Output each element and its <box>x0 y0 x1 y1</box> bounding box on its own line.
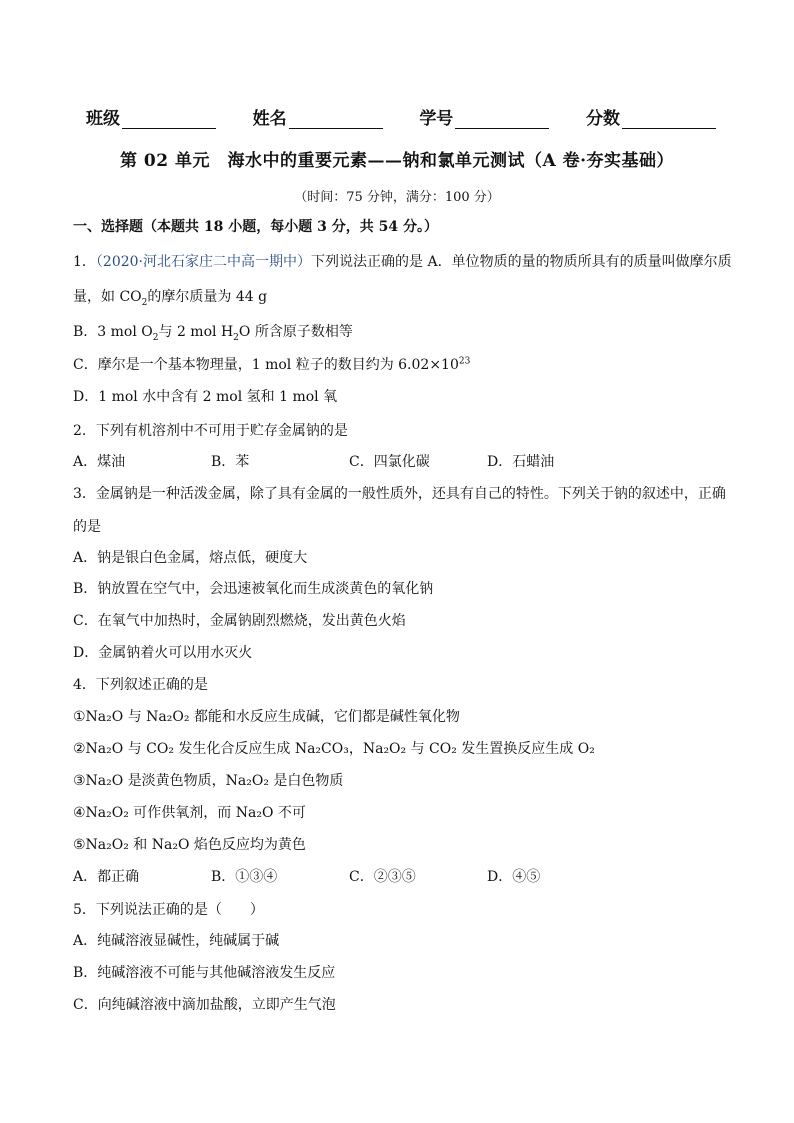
question-3-stem-cont: 的是 <box>73 519 101 535</box>
question-2-stem: 2．下列有机溶剂中不可用于贮存金属钠的是 <box>73 423 348 439</box>
superscript-23: 23 <box>458 356 471 367</box>
student-no-label: 学号 <box>419 109 454 129</box>
question-4-statement-3: ③Na₂O 是淡黄色物质，Na₂O₂ 是白色物质 <box>73 773 344 789</box>
question-4-stem: 4．下列叙述正确的是 <box>73 677 208 693</box>
question-4-option-c[interactable]: C．②③⑤ <box>349 869 416 885</box>
class-blank[interactable] <box>122 110 216 129</box>
question-1-text-2a: 量，如 CO <box>73 289 142 305</box>
question-5-option-c[interactable]: C．向纯碱溶液中滴加盐酸，立即产生气泡 <box>73 997 336 1013</box>
exam-subtitle: （时间：75 分钟，满分：100 分） <box>294 190 500 205</box>
question-4-statement-5: ⑤Na₂O₂ 和 Na₂O 焰色反应均为黄色 <box>73 837 306 853</box>
question-1-source: （2020·河北石家庄二中高一期中） <box>95 254 312 270</box>
subscript-2: 2 <box>233 332 239 343</box>
question-5-option-a[interactable]: A．纯碱溶液显碱性，纯碱属于碱 <box>73 933 280 949</box>
question-3-option-b[interactable]: B．钠放置在空气中，会迅速被氧化而生成淡黄色的氧化钠 <box>73 581 434 597</box>
question-3-stem: 3．金属钠是一种活泼金属，除了具有金属的一般性质外，还具有自己的特性。下列关于钠的叙述中，正确 <box>73 486 726 502</box>
question-4-option-d[interactable]: D．④⑤ <box>487 869 541 885</box>
question-1-option-d[interactable]: D．1 mol 水中含有 2 mol 氢和 1 mol 氧 <box>73 389 338 405</box>
name-blank[interactable] <box>289 110 383 129</box>
question-3-option-c[interactable]: C．在氧气中加热时，金属钠剧烈燃烧，发出黄色火焰 <box>73 613 406 629</box>
question-2-option-d[interactable]: D．石蜡油 <box>487 454 555 470</box>
student-no-field <box>419 104 549 129</box>
option-b-part1: B．3 mol O <box>73 324 153 340</box>
question-1-option-c[interactable] <box>73 354 470 374</box>
student-no-blank[interactable] <box>455 110 549 129</box>
question-2-option-b[interactable]: B．苯 <box>211 454 250 470</box>
score-label: 分数 <box>585 109 620 129</box>
question-1-text: 下列说法正确的是 A．单位物质的量的物质所具有的质量叫做摩尔质 <box>311 254 732 270</box>
question-4-options <box>73 866 633 886</box>
question-3-option-a[interactable]: A．钠是银白色金属，熔点低，硬度大 <box>73 550 308 566</box>
question-1-stem <box>73 251 732 271</box>
name-field <box>253 104 383 129</box>
question-4-statement-1: ①Na₂O 与 Na₂O₂ 都能和水反应生成碱，它们都是碱性氧化物 <box>73 709 460 725</box>
question-4-statement-4: ④Na₂O₂ 可作供氧剂，而 Na₂O 不可 <box>73 805 306 821</box>
question-5-option-b[interactable]: B．纯碱溶液不可能与其他碱溶液发生反应 <box>73 965 336 981</box>
question-2-options <box>73 451 633 471</box>
question-4-statement-2: ②Na₂O 与 CO₂ 发生化合反应生成 Na₂CO₃，Na₂O₂ 与 CO₂ 发生置换反应生成 O₂ <box>73 741 595 757</box>
question-4-option-b[interactable]: B．①③④ <box>211 869 278 885</box>
option-b-part3: O 所含原子数相等 <box>238 324 353 340</box>
question-1-number: 1． <box>73 254 96 270</box>
question-3-option-d[interactable]: D．金属钠着火可以用水灭火 <box>73 645 253 661</box>
exam-title: 第 02 单元 海水中的重要元素——钠和氯单元测试（A 卷·夯实基础） <box>119 151 675 171</box>
subscript-2: 2 <box>152 332 159 343</box>
question-4-option-a[interactable]: A．都正确 <box>73 869 140 885</box>
question-5-stem: 5．下列说法正确的是（ ） <box>73 902 264 918</box>
score-blank[interactable] <box>622 110 716 129</box>
option-b-part2: 与 2 mol H <box>158 324 234 340</box>
question-1-stem-cont <box>73 286 267 308</box>
option-c-text: C．摩尔是一个基本物理量，1 mol 粒子的数目约为 6.02×10 <box>73 357 459 373</box>
student-info-row <box>86 104 716 129</box>
question-1-text-2b: 的摩尔质量为 44 g <box>147 289 268 305</box>
class-label: 班级 <box>86 109 120 129</box>
question-2-option-c[interactable]: C．四氯化碳 <box>349 454 430 470</box>
class-field <box>86 104 216 129</box>
section-heading: 一、选择题（本题共 18 小题，每小题 3 分，共 54 分。） <box>73 219 438 235</box>
question-1-option-b[interactable] <box>73 321 353 343</box>
score-field <box>586 104 716 129</box>
subscript-2: 2 <box>141 297 148 308</box>
question-2-option-a[interactable]: A．煤油 <box>73 454 126 470</box>
name-label: 姓名 <box>252 109 287 129</box>
